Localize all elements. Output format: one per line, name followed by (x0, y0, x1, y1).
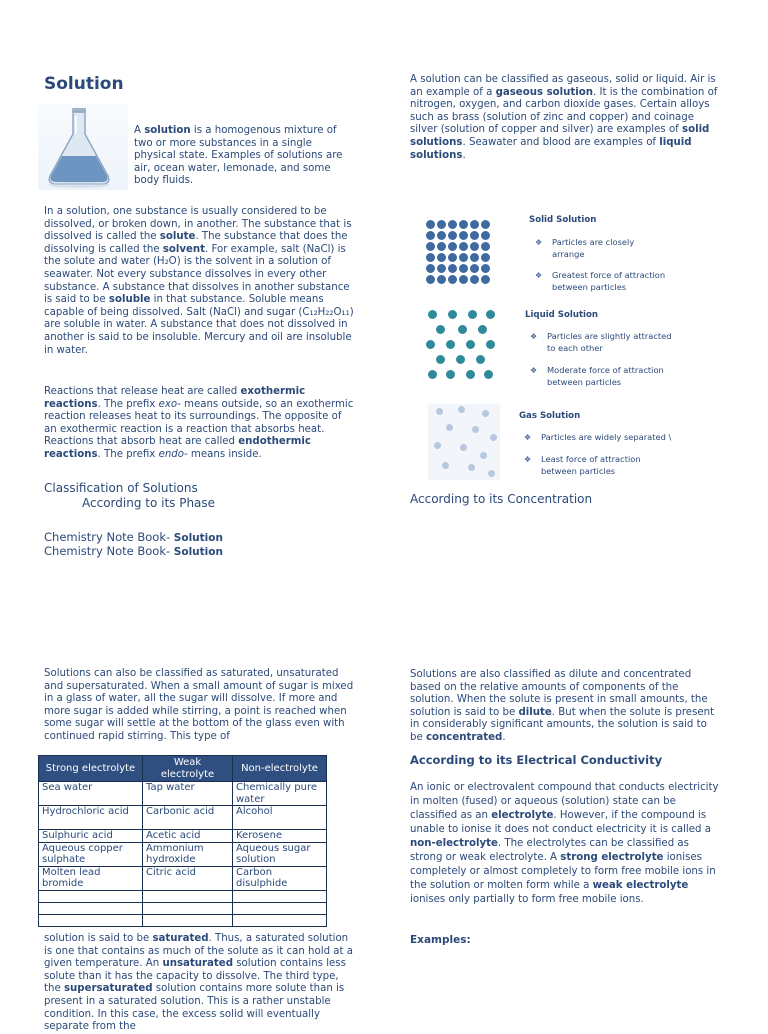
saturated-paragraph: Solutions can also be classified as saturated, unsaturated and supersaturated. When a small amount of sugar is mixed in a glass of water, all the sugar will dissolve. If more and more sugar is added while stirring, a point is reached when some sugar will settle at the bottom of the glass even with continued rapid stirring. This type of (44, 668, 354, 742)
solid-particle (470, 231, 479, 240)
solid-particle (437, 242, 446, 251)
table-row-empty (39, 890, 327, 902)
table-header: Weak electrolyte (143, 756, 233, 782)
solid-particle (437, 253, 446, 262)
electrolyte-table (38, 755, 327, 927)
intro-paragraph: A solution is a homogenous mixture of two or more substances in a single physical state. Examples of solutions are air, ocean water, lemonade, and some body fluids. (134, 125, 343, 187)
gas-particle (472, 426, 479, 433)
solid-particle (426, 231, 435, 240)
gas-particle (436, 408, 443, 415)
solid-particle (459, 264, 468, 273)
solid-particle (459, 242, 468, 251)
solid-particle (448, 264, 457, 273)
table-row: Sea water Tap water Chemically pure water (39, 782, 327, 806)
solid-particle (459, 231, 468, 240)
solid-particle (481, 242, 490, 251)
gas-particle (480, 452, 487, 459)
liquid-particle (456, 355, 465, 364)
liquid-particle (458, 325, 467, 334)
examples-label: Examples: (410, 934, 471, 946)
table-header: Non-electrolyte (233, 756, 327, 782)
solid-particle (426, 220, 435, 229)
solid-particle (426, 253, 435, 262)
liquid-particle (436, 355, 445, 364)
solid-particle (470, 242, 479, 251)
liquid-particle (486, 310, 495, 319)
liquid-particle (486, 340, 495, 349)
liquid-solution-title: Liquid Solution (525, 310, 599, 320)
solid-particle (437, 220, 446, 229)
liquid-particle (446, 370, 455, 379)
gas-particle (460, 444, 467, 451)
concentration-heading: According to its Concentration (410, 492, 593, 506)
table-row-empty (39, 914, 327, 926)
liquid-particle (478, 325, 487, 334)
gas-particle (488, 470, 495, 477)
solid-particle (437, 275, 446, 284)
solid-particle (459, 253, 468, 262)
solid-particle (459, 220, 468, 229)
table-row: Aqueous copper sulphate Ammonium hydroxide Aqueous sugar solution (39, 842, 327, 866)
solute-solvent-paragraph: In a solution, one substance is usually considered to be dissolved, or broken down, in another. The substance that is dissolved is called the solute. The substance that does the dissolving is called the solvent. For example, salt (NaCl) is the solute and water (H₂O) is the solvent in a solution of seawater. Not every substance dissolves in every other substance. A substance that dissolves in another substance is said to be soluble in that substance. Soluble means capable of being dissolved. Salt (NaCl) and sugar (C₁₂H₂₂O₁₁) are soluble in water. A substance that does not dissolved in another is said to be insoluble. Mercury and oil are insoluble in water. (44, 206, 354, 356)
liquid-particle (446, 340, 455, 349)
table-row: Molten lead bromide Citric acid Carbon disulphide (39, 866, 327, 890)
table-header: Strong electrolyte (39, 756, 143, 782)
table-row-empty (39, 902, 327, 914)
liquid-particle (426, 340, 435, 349)
liquid-particle (436, 325, 445, 334)
solid-particle (448, 242, 457, 251)
phase-heading: According to its Phase (82, 496, 216, 510)
table-row: Sulphuric acid Acetic acid Kerosene (39, 830, 327, 843)
table-row: Hydrochloric acid Carbonic acid Alcohol (39, 806, 327, 830)
liquid-particles-image (424, 308, 494, 382)
gas-particle (442, 462, 449, 469)
solid-particle (470, 253, 479, 262)
conductivity-paragraph: An ionic or electrovalent compound that conducts electricity in molten (fused) or aqueous (solution) state can be classified as an electrolyte. However, if the compound is unable to ionise it does not conduct electricity it is called a non-electrolyte. The electrolytes can be classified as strong or weak electrolyte. A strong electrolyte ionises completely or almost completely to form free mobile ions in the solution or molten form while a weak electrolyte ionises only partially to form free mobile ions. (410, 782, 719, 905)
solid-particle (437, 231, 446, 240)
flask-image (38, 104, 128, 190)
solid-solution-title: Solid Solution (529, 215, 597, 225)
solid-particle (470, 220, 479, 229)
conductivity-heading: According to its Electrical Conductivity (410, 753, 663, 767)
solid-particle (426, 275, 435, 284)
solid-particle (481, 220, 490, 229)
notebook-label-2: Chemistry Note Book- Solution (44, 544, 223, 558)
gas-solution-title: Gas Solution (519, 411, 581, 421)
classification-heading: Classification of Solutions (44, 481, 198, 495)
liquid-particle (428, 370, 437, 379)
gas-particle (434, 442, 441, 449)
solid-particles-image (426, 220, 490, 284)
solid-particle (448, 275, 457, 284)
solid-particle (481, 275, 490, 284)
solid-particle (481, 253, 490, 262)
gas-particle (446, 424, 453, 431)
solid-particle (470, 264, 479, 273)
page-title: Solution (44, 74, 124, 94)
notebook-label-1: Chemistry Note Book- Solution (44, 530, 223, 544)
gas-particle (490, 434, 497, 441)
liquid-particle (476, 355, 485, 364)
exothermic-paragraph: Reactions that release heat are called exothermic reactions. The prefix exo- means outside, so an exothermic reaction releases heat to its surroundings. The opposite of an exothermic reaction is a reaction that absorbs heat. Reactions that absorb heat are called endothermic reactions. The prefix endo- means inside. (44, 386, 354, 460)
gas-particles-image (428, 404, 500, 480)
liquid-particle (428, 310, 437, 319)
solid-particle (481, 264, 490, 273)
solid-particle (437, 264, 446, 273)
gas-particle (468, 464, 475, 471)
solid-particle (448, 231, 457, 240)
liquid-particle (484, 370, 493, 379)
liquid-particle (448, 310, 457, 319)
liquid-particle (466, 370, 475, 379)
solid-particle (448, 220, 457, 229)
liquid-particle (468, 310, 477, 319)
gas-particle (458, 406, 465, 413)
saturated-continued-paragraph: solution is said to be saturated. Thus, a saturated solution is one that contains as much of the solute as it can hold at a given temperature. An unsaturated solution contains less solute than it has the capacity to dissolve. The third type, the supersaturated solution contains more solute than is present in a saturated solution. This is a rather unstable condition. In this case, the excess solid will eventually separate from the (44, 933, 354, 1033)
liquid-particle (466, 340, 475, 349)
solid-particle (459, 275, 468, 284)
solid-particle (448, 253, 457, 262)
gas-particle (482, 410, 489, 417)
solid-particle (470, 275, 479, 284)
solid-particle (426, 264, 435, 273)
dilute-paragraph: Solutions are also classified as dilute and concentrated based on the relative amounts of components of the solution. When the solute is present in small amounts, the solution is said to be dilute. But when the solute is present in considerably significant amounts, the solution is said to be concentrated. (410, 669, 715, 743)
phase-paragraph: A solution can be classified as gaseous, solid or liquid. Air is an example of a gaseous solution. It is the combination of nitrogen, oxygen, and carbon dioxide gases. Certain alloys such as brass (solution of zinc and copper) and coinage silver (solution of copper and silver) are examples of solid solutions. Seawater and blood are examples of liquid solutions. (410, 74, 718, 161)
solid-particle (481, 231, 490, 240)
solid-particle (426, 242, 435, 251)
